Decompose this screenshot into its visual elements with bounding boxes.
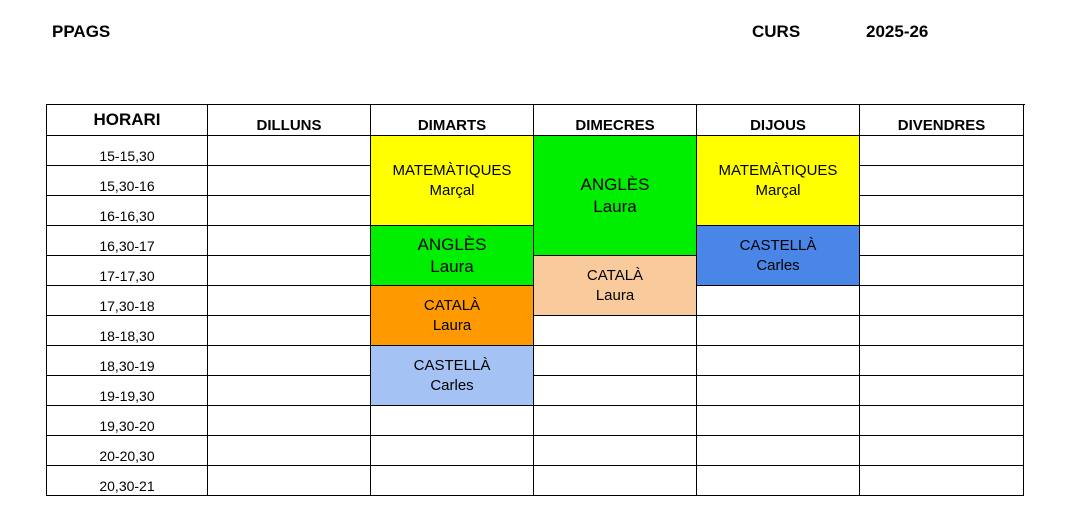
- lesson-teacher: Marçal: [755, 181, 801, 199]
- time-slot: 18-18,30: [47, 316, 208, 346]
- lesson-teacher: Carles: [756, 256, 800, 274]
- empty-slot: [860, 196, 1024, 226]
- day-header-dimecres: DIMECRES: [534, 105, 697, 136]
- empty-slot: [534, 316, 697, 346]
- empty-slot: [371, 466, 534, 496]
- day-header-dilluns: DILLUNS: [208, 105, 371, 136]
- empty-slot: [534, 376, 697, 406]
- empty-slot: [371, 436, 534, 466]
- empty-slot: [860, 316, 1024, 346]
- lesson-teacher: Laura: [593, 196, 637, 216]
- lesson-subject: CATALÀ: [423, 296, 481, 314]
- lesson-subject: ANGLÈS: [417, 234, 487, 254]
- empty-slot: [697, 286, 860, 316]
- empty-slot: [697, 466, 860, 496]
- empty-slot: [208, 436, 371, 466]
- lesson-block: [371, 226, 534, 286]
- empty-slot: [697, 436, 860, 466]
- time-slot: 19,30-20: [47, 406, 208, 436]
- time-slot: 15,30-16: [47, 166, 208, 196]
- empty-slot: [697, 316, 860, 346]
- lesson-block: [371, 346, 534, 406]
- lesson-subject: CASTELLÀ: [413, 356, 491, 374]
- lesson-block: [534, 136, 697, 256]
- day-header-dijous: DIJOUS: [697, 105, 860, 136]
- empty-slot: [208, 166, 371, 196]
- lesson-block: [534, 256, 697, 316]
- empty-slot: [208, 346, 371, 376]
- empty-slot: [208, 286, 371, 316]
- empty-slot: [208, 316, 371, 346]
- lesson-subject: CASTELLÀ: [739, 236, 817, 254]
- empty-slot: [208, 226, 371, 256]
- empty-slot: [208, 376, 371, 406]
- lesson-subject: CATALÀ: [586, 266, 644, 284]
- empty-slot: [697, 406, 860, 436]
- time-slot: 20,30-21: [47, 466, 208, 496]
- empty-slot: [208, 406, 371, 436]
- horari-header: HORARI: [47, 105, 208, 136]
- time-slot: 15-15,30: [47, 136, 208, 166]
- day-header-dimarts: DIMARTS: [371, 105, 534, 136]
- time-slot: 16-16,30: [47, 196, 208, 226]
- time-slot: 16,30-17: [47, 226, 208, 256]
- empty-slot: [860, 286, 1024, 316]
- day-header-divendres: DIVENDRES: [860, 105, 1024, 136]
- lesson-block: [697, 226, 860, 286]
- document-title: PPAGS: [52, 22, 111, 41]
- lesson-teacher: Marçal: [429, 181, 475, 199]
- empty-slot: [534, 346, 697, 376]
- lesson-block: [697, 136, 860, 226]
- empty-slot: [860, 466, 1024, 496]
- empty-slot: [860, 226, 1024, 256]
- empty-slot: [860, 406, 1024, 436]
- time-slot: 18,30-19: [47, 346, 208, 376]
- empty-slot: [860, 256, 1024, 286]
- empty-slot: [697, 346, 860, 376]
- time-slot: 17-17,30: [47, 256, 208, 286]
- empty-slot: [860, 376, 1024, 406]
- empty-slot: [860, 136, 1024, 166]
- time-slot: 17,30-18: [47, 286, 208, 316]
- lesson-teacher: Carles: [430, 376, 474, 394]
- empty-slot: [208, 256, 371, 286]
- timetable-grid: [46, 104, 1025, 496]
- curs-value: 2025-26: [866, 22, 929, 41]
- time-slot: 20-20,30: [47, 436, 208, 466]
- lesson-block: [371, 286, 534, 346]
- empty-slot: [371, 406, 534, 436]
- lesson-teacher: Laura: [595, 286, 635, 304]
- curs-label: CURS: [752, 22, 801, 41]
- empty-slot: [534, 436, 697, 466]
- lesson-block: [371, 136, 534, 226]
- empty-slot: [208, 196, 371, 226]
- lesson-subject: MATEMÀTIQUES: [718, 161, 838, 179]
- empty-slot: [208, 466, 371, 496]
- lesson-teacher: Laura: [432, 316, 472, 334]
- empty-slot: [534, 406, 697, 436]
- lesson-teacher: Laura: [430, 256, 474, 276]
- empty-slot: [534, 466, 697, 496]
- empty-slot: [860, 436, 1024, 466]
- empty-slot: [697, 376, 860, 406]
- empty-slot: [860, 166, 1024, 196]
- empty-slot: [860, 346, 1024, 376]
- lesson-subject: MATEMÀTIQUES: [392, 161, 512, 179]
- lesson-subject: ANGLÈS: [580, 174, 650, 194]
- empty-slot: [208, 136, 371, 166]
- time-slot: 19-19,30: [47, 376, 208, 406]
